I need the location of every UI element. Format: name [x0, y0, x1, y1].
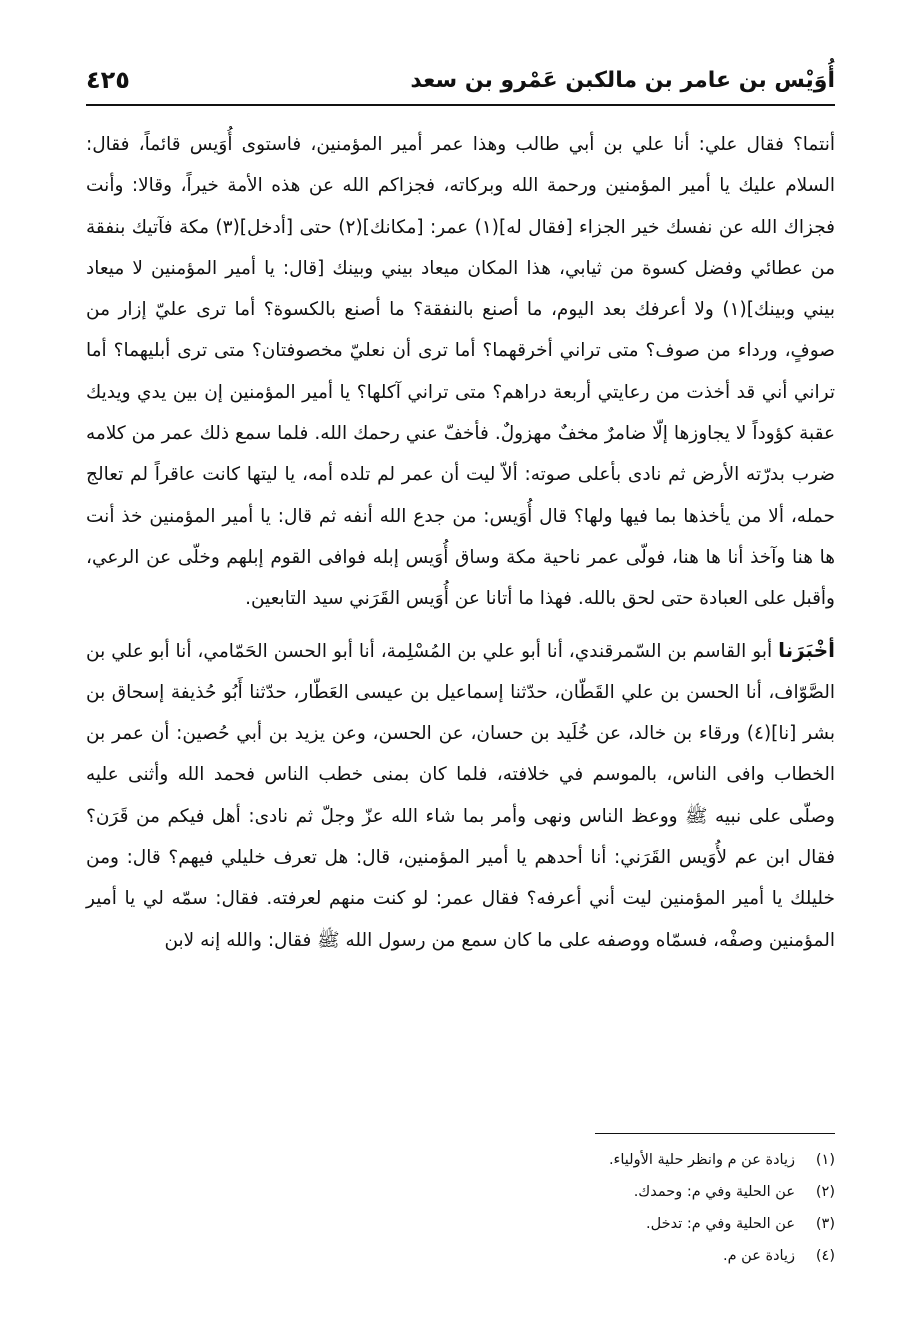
footnote-number: (٢): [815, 1184, 835, 1200]
footnote-3: [86, 1208, 835, 1240]
main-text: [86, 124, 835, 961]
paragraph-2: [86, 630, 835, 961]
footnote-number: (٤): [815, 1248, 835, 1264]
footnote-2: [86, 1176, 835, 1208]
paragraph-2-lead-word: أخْبَرَنا: [778, 637, 835, 662]
header-title: أُوَيْس بن عامر بن مالكبن عَمْرو بن سعد: [410, 67, 835, 93]
footnote-number: (٣): [815, 1216, 835, 1232]
header-rule: [86, 104, 835, 106]
footnote-rule: [595, 1133, 835, 1134]
footnote-4: [86, 1240, 835, 1272]
footnote-text: زيادة عن م.: [722, 1248, 795, 1264]
footnote-text: عن الحلية وفي م: وحمدك.: [633, 1184, 795, 1200]
footnote-text: عن الحلية وفي م: تدخل.: [646, 1216, 795, 1232]
paragraph-1: أنتما؟ فقال علي: أنا علي بن أبي طالب وهذا عمر أمير المؤمنين، فاستوى أُوَيس قائماً، فقال: السلام عليك يا أمير المؤمنين ورحمة الله وبركاته، فجزاكم الله عن هذه الأمة خيراً، وقالا: وأنت فجزاك الله عن نفسك خير الجزاء [فقال له](١) عمر: [مكانك](٢) حتى [أدخل](٣) مكة فآتيك بنفقة من عطائي وفضل كسوة من ثيابي، هذا المكان ميعاد بيني وبينك [قال: يا أمير المؤمنين لا ميعاد بيني وبينك](١) ولا أعرفك بعد اليوم، ما أصنع بالنفقة؟ ما أصنع بالكسوة؟ أما ترى عليّ إزار من صوفٍ، ورداء من صوف؟ متى تراني أخرقهما؟ أما ترى أن نعليّ مخصوفتان؟ متى ترى أبليهما؟ أما تراني أني قد أخذت من رعايتي أربعة دراهم؟ متى تراني آكلها؟ يا أمير المؤمنين إن بين يدي ويديك عقبة كؤوداً لا يجاوزها إلّا ضامرٌ مخفٌ مهزولٌ. فأخفّ عني رحمك الله. فلما سمع ذلك عمر من كلامه ضرب بدرّته الأرض ثم نادى بأعلى صوته: ألاّ ليت أن عمر لم تلده أمه، يا ليتها كانت عاقراً لم تعالج حمله، ألا من يأخذها بما فيها ولها؟ قال أُوَيس: من جدع الله أنفه ثم قال: يا أمير المؤمنين خذ أنت ها هنا وآخذ أنا ها هنا، فولّى عمر ناحية مكة وساق أُوَيس إبله فوافى القوم إبلهم وخلّى عن الرعي، وأقبل على العبادة حتى لحق بالله. فهذا ما أتانا عن أُوَيس القَرَني سيد التابعين.: [86, 134, 835, 610]
running-header: [86, 58, 835, 102]
footnote-1: [86, 1144, 835, 1176]
page-number: ٤٢٥: [86, 66, 130, 94]
footnote-text: زيادة عن م وانظر حلية الأولياء.: [608, 1152, 795, 1168]
footnote-number: (١): [815, 1152, 835, 1168]
paragraph-2-text: أبو القاسم بن السّمرقندي، أنا أبو علي بن المُسْلِمة، أنا أبو الحسن الحَمّامي، أنا أبو علي بن الصَّوّاف، أنا الحسن بن علي القَطّان، حدّثنا إسماعيل بن عيسى العَطّار، حدّثنا أَبُو حُذيفة إسحاق بن بشر [نا](٤) ورقاء بن خالد، عن خُلَيد بن حسان، عن الحسن، وعن يزيد بن أبي حُصين: أن عمر بن الخطاب وافى الناس، بالموسم في خلافته، فلما كان بمنى خطب الناس فحمد الله وأثنى عليه وصلّى على نبيه ﷺ ووعظ الناس ونهى وأمر بما شاء الله عزّ وجلّ ثم نادى: أهل فيكم من قَرَن؟ فقال ابن عم لأُوَيس القَرَني: أنا أحدهم يا أمير المؤمنين، قال: هل تعرف خليلي فيهم؟ قال: ومن خليلك يا أمير المؤمنين ليت أني أعرفه؟ فقال عمر: لو كنت منهم لعرفته. فقال: سمّه لي يا أمير المؤمنين وصفْه، فسمّاه ووصفه على ما كان سمع من رسول الله ﷺ فقال: والله إنه لابن: [86, 640, 835, 951]
footnotes: [86, 1144, 835, 1272]
